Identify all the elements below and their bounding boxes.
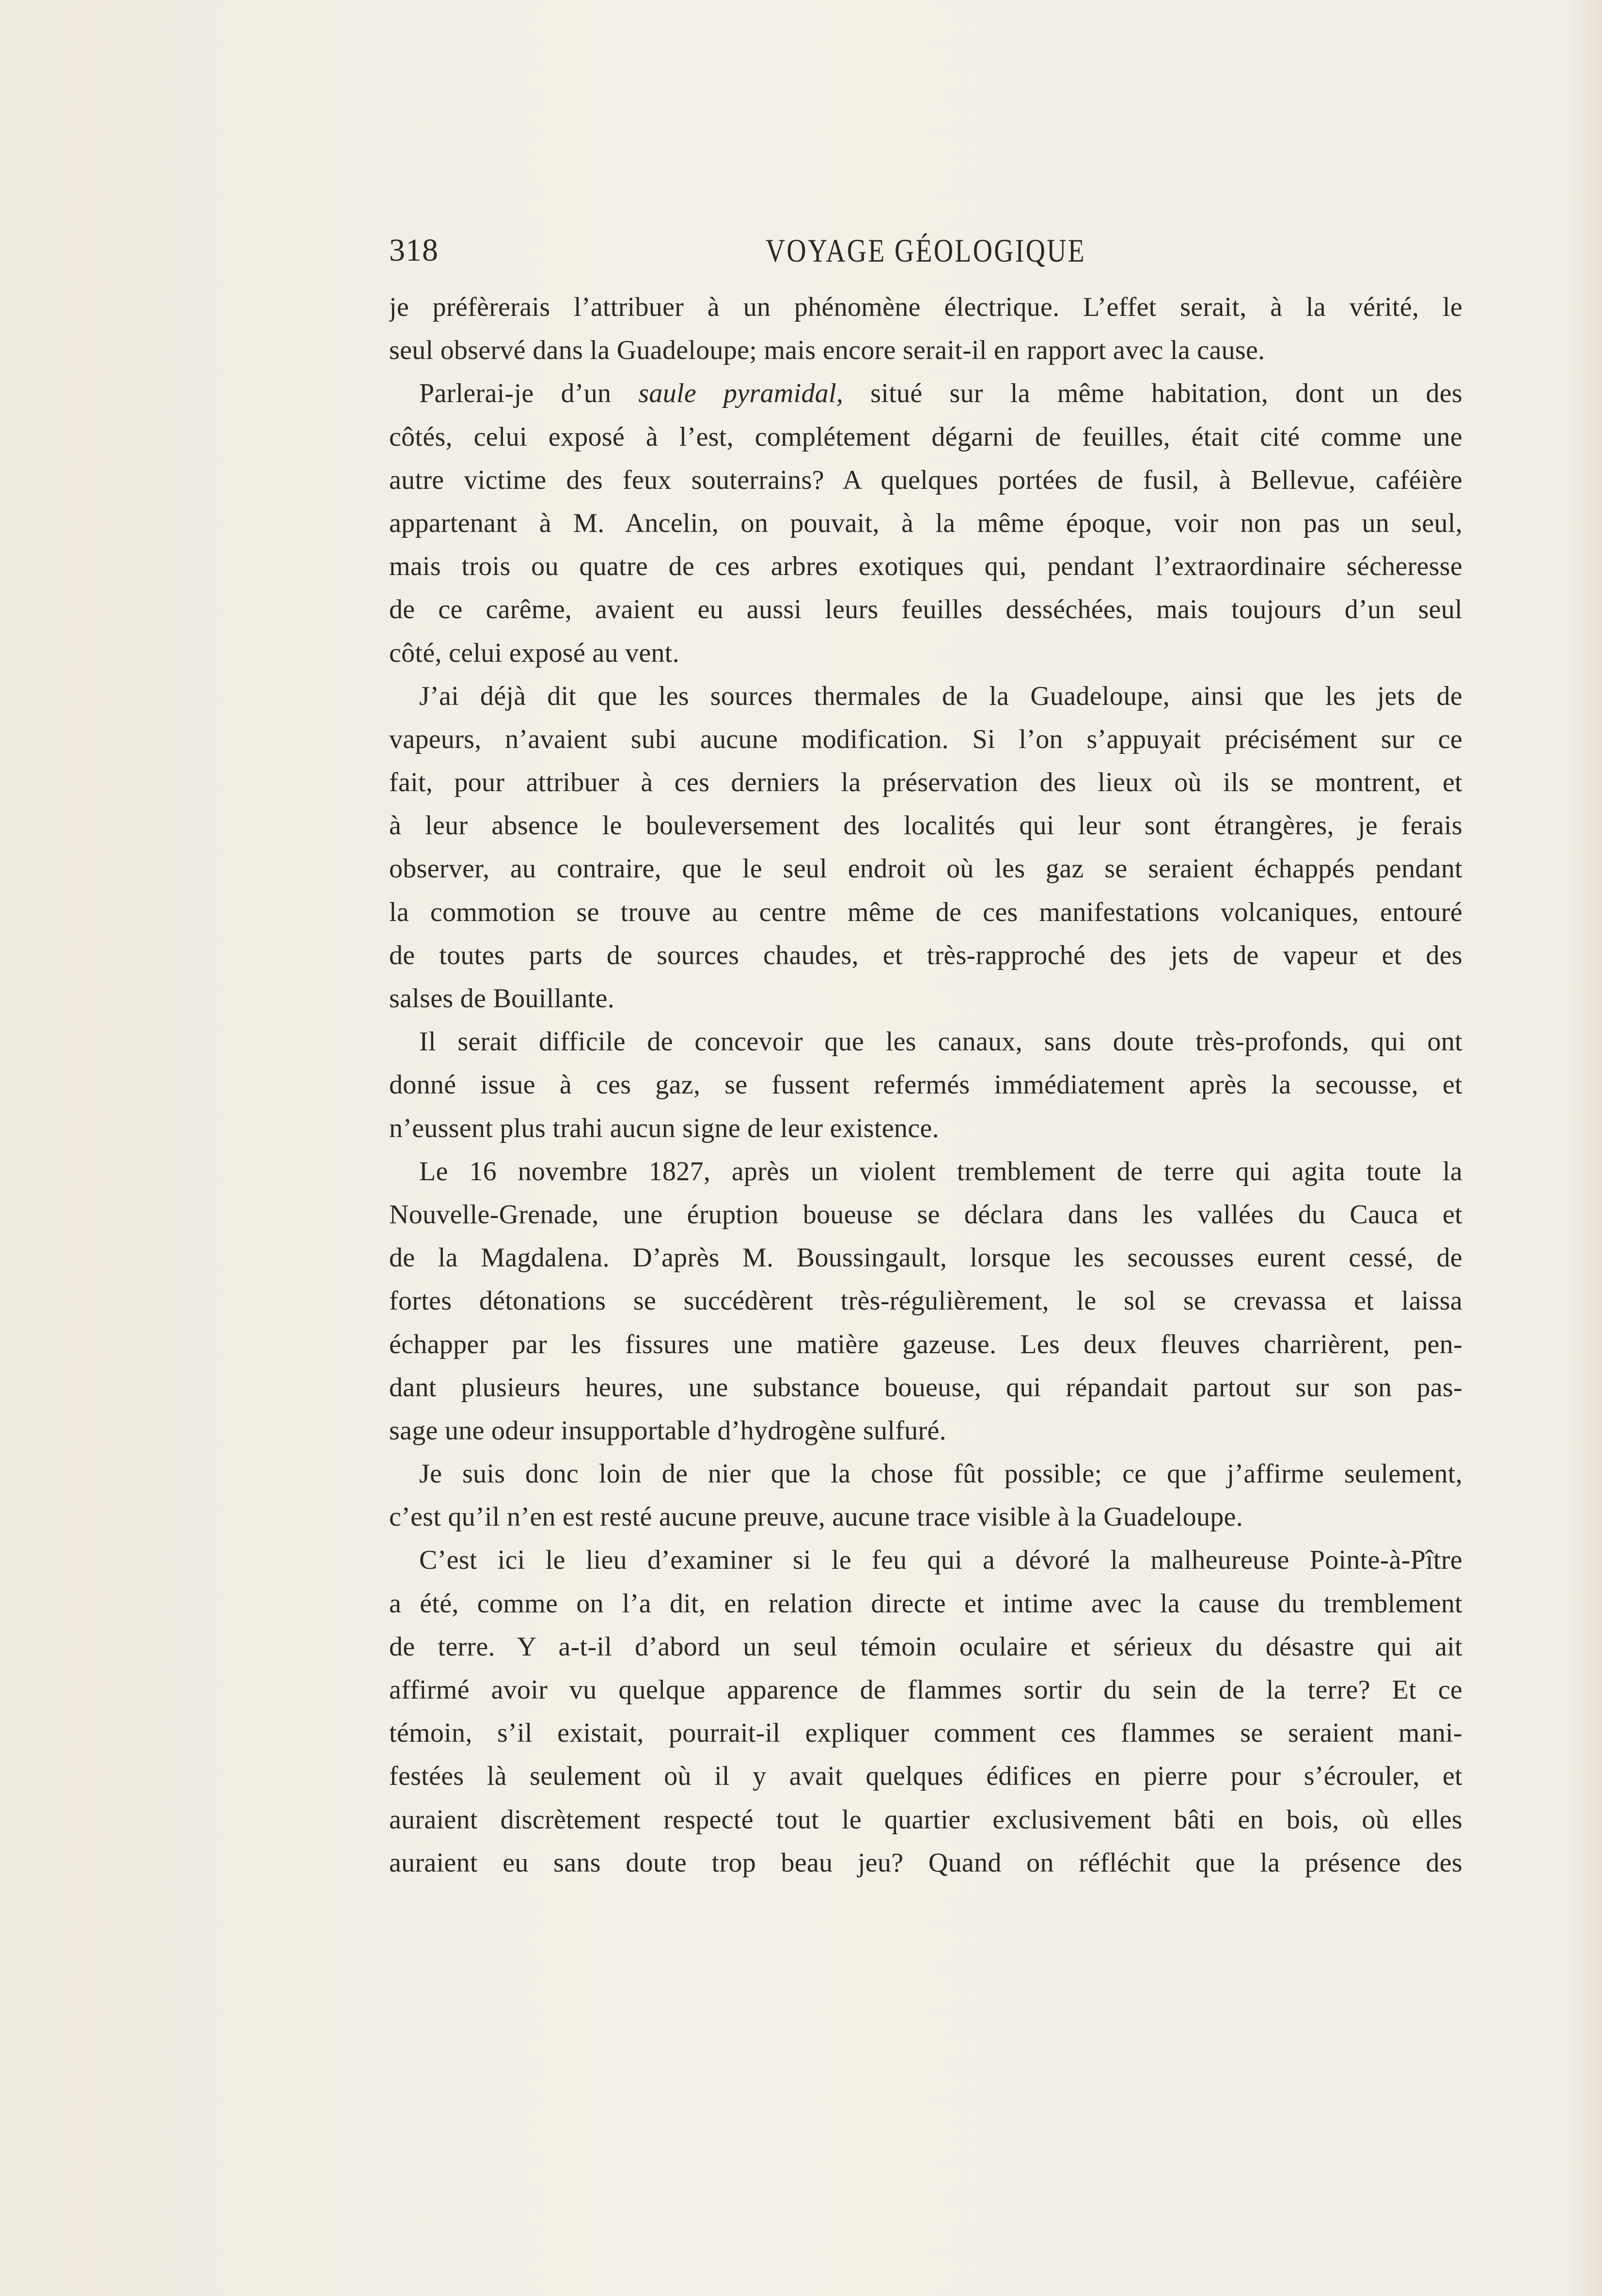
text-line: Il serait difficile de concevoir que les canaux, sans doute très-profonds, qui ont	[419, 1027, 1462, 1057]
text-line: donné issue à ces gaz, se fussent refermés immédiatement après la secousse, et	[389, 1070, 1462, 1100]
text-line: salses de Bouillante.	[389, 984, 615, 1014]
text-line: de la Magdalena. D’après M. Boussingault, lorsque les secousses eurent cessé, de	[389, 1243, 1462, 1273]
text-line: seul observé dans la Guadeloupe; mais encore serait-il en rapport avec la cause.	[389, 335, 1265, 366]
text-line: Nouvelle-Grenade, une éruption boueuse se déclara dans les vallées du Cauca et	[389, 1199, 1462, 1230]
text-run: Parlerai-je d’un	[419, 378, 639, 409]
italic-term: saule pyramidal,	[638, 378, 844, 409]
text-line: fortes détonations se succédèrent très-régulièrement, le sol se crevassa et laissa	[389, 1286, 1462, 1316]
running-head	[389, 224, 1462, 277]
text-line: c’est qu’il n’en est resté aucune preuve, aucune trace visible à la Guadeloupe.	[389, 1502, 1243, 1532]
text-line: témoin, s’il existait, pourrait-il expliquer comment ces flammes se seraient mani-	[389, 1718, 1462, 1749]
text-line: vapeurs, n’avaient subi aucune modification. Si l’on s’appuyait précisément sur ce	[389, 724, 1462, 754]
page-number: 318	[389, 233, 439, 268]
text-line: à leur absence le bouleversement des localités qui leur sont étrangères, je ferais	[389, 811, 1462, 841]
text-line: côtés, celui exposé à l’est, complétement dégarni de feuilles, était cité comme une	[389, 422, 1462, 452]
text-line: côté, celui exposé au vent.	[389, 638, 679, 668]
text-line: J’ai déjà dit que les sources thermales de la Guadeloupe, ainsi que les jets de	[419, 681, 1462, 711]
text-line: échapper par les fissures une matière gazeuse. Les deux fleuves charrièrent, pen-	[389, 1329, 1462, 1359]
text-line: Je suis donc loin de nier que la chose fût possible; ce que j’affirme seulement,	[419, 1459, 1462, 1489]
body-text	[389, 286, 1462, 1885]
running-title: VOYAGE GÉOLOGIQUE	[765, 232, 1086, 269]
text-line: de ce carême, avaient eu aussi leurs feuilles desséchées, mais toujours d’un seul	[389, 594, 1462, 625]
text-line: mais trois ou quatre de ces arbres exotiques qui, pendant l’extraordinaire sécheresse	[389, 551, 1462, 582]
text-line: a été, comme on l’a dit, en relation directe et intime avec la cause du tremblement	[389, 1588, 1462, 1619]
text-line: n’eussent plus trahi aucun signe de leur existence.	[389, 1113, 939, 1143]
text-line: auraient discrètement respecté tout le quartier exclusivement bâti en bois, où elles	[389, 1804, 1462, 1835]
text-line: festées là seulement où il y avait quelques édifices en pierre pour s’écrouler, et	[389, 1761, 1462, 1792]
text-line: affirmé avoir vu quelque apparence de flammes sortir du sein de la terre? Et ce	[389, 1675, 1462, 1705]
text-line: sage une odeur insupportable d’hydrogène sulfuré.	[389, 1415, 946, 1446]
text-line: Le 16 novembre 1827, après un violent tremblement de terre qui agita toute la	[419, 1156, 1462, 1187]
text-line: la commotion se trouve au centre même de ces manifestations volcaniques, entouré	[389, 897, 1462, 927]
text-line: auraient eu sans doute trop beau jeu? Quand on réfléchit que la présence des	[389, 1847, 1462, 1878]
text-line: C’est ici le lieu d’examiner si le feu qui a dévoré la malheureuse Pointe-à-Pître	[419, 1545, 1462, 1576]
text-line: de toutes parts de sources chaudes, et très-rapproché des jets de vapeur et des	[389, 940, 1462, 970]
text-line: de terre. Y a-t-il d’abord un seul témoin oculaire et sérieux du désastre qui ait	[389, 1631, 1462, 1662]
text-line: je préfèrerais l’attribuer à un phénomène électrique. L’effet serait, à la vérité, le	[389, 292, 1462, 322]
text-line: fait, pour attribuer à ces derniers la préservation des lieux où ils se montrent, et	[389, 767, 1462, 798]
text-line	[389, 372, 1462, 415]
page-edge-shadow	[1568, 0, 1602, 2296]
text-line: appartenant à M. Ancelin, on pouvait, à la même époque, voir non pas un seul,	[389, 508, 1462, 538]
text-run: situé sur la même habitation, dont un des	[843, 378, 1462, 409]
text-line: autre victime des feux souterrains? A quelques portées de fusil, à Bellevue, caféière	[389, 465, 1462, 495]
text-line: dant plusieurs heures, une substance boueuse, qui répandait partout sur son pas-	[389, 1372, 1462, 1403]
text-line: observer, au contraire, que le seul endroit où les gaz se seraient échappés pendant	[389, 854, 1462, 884]
